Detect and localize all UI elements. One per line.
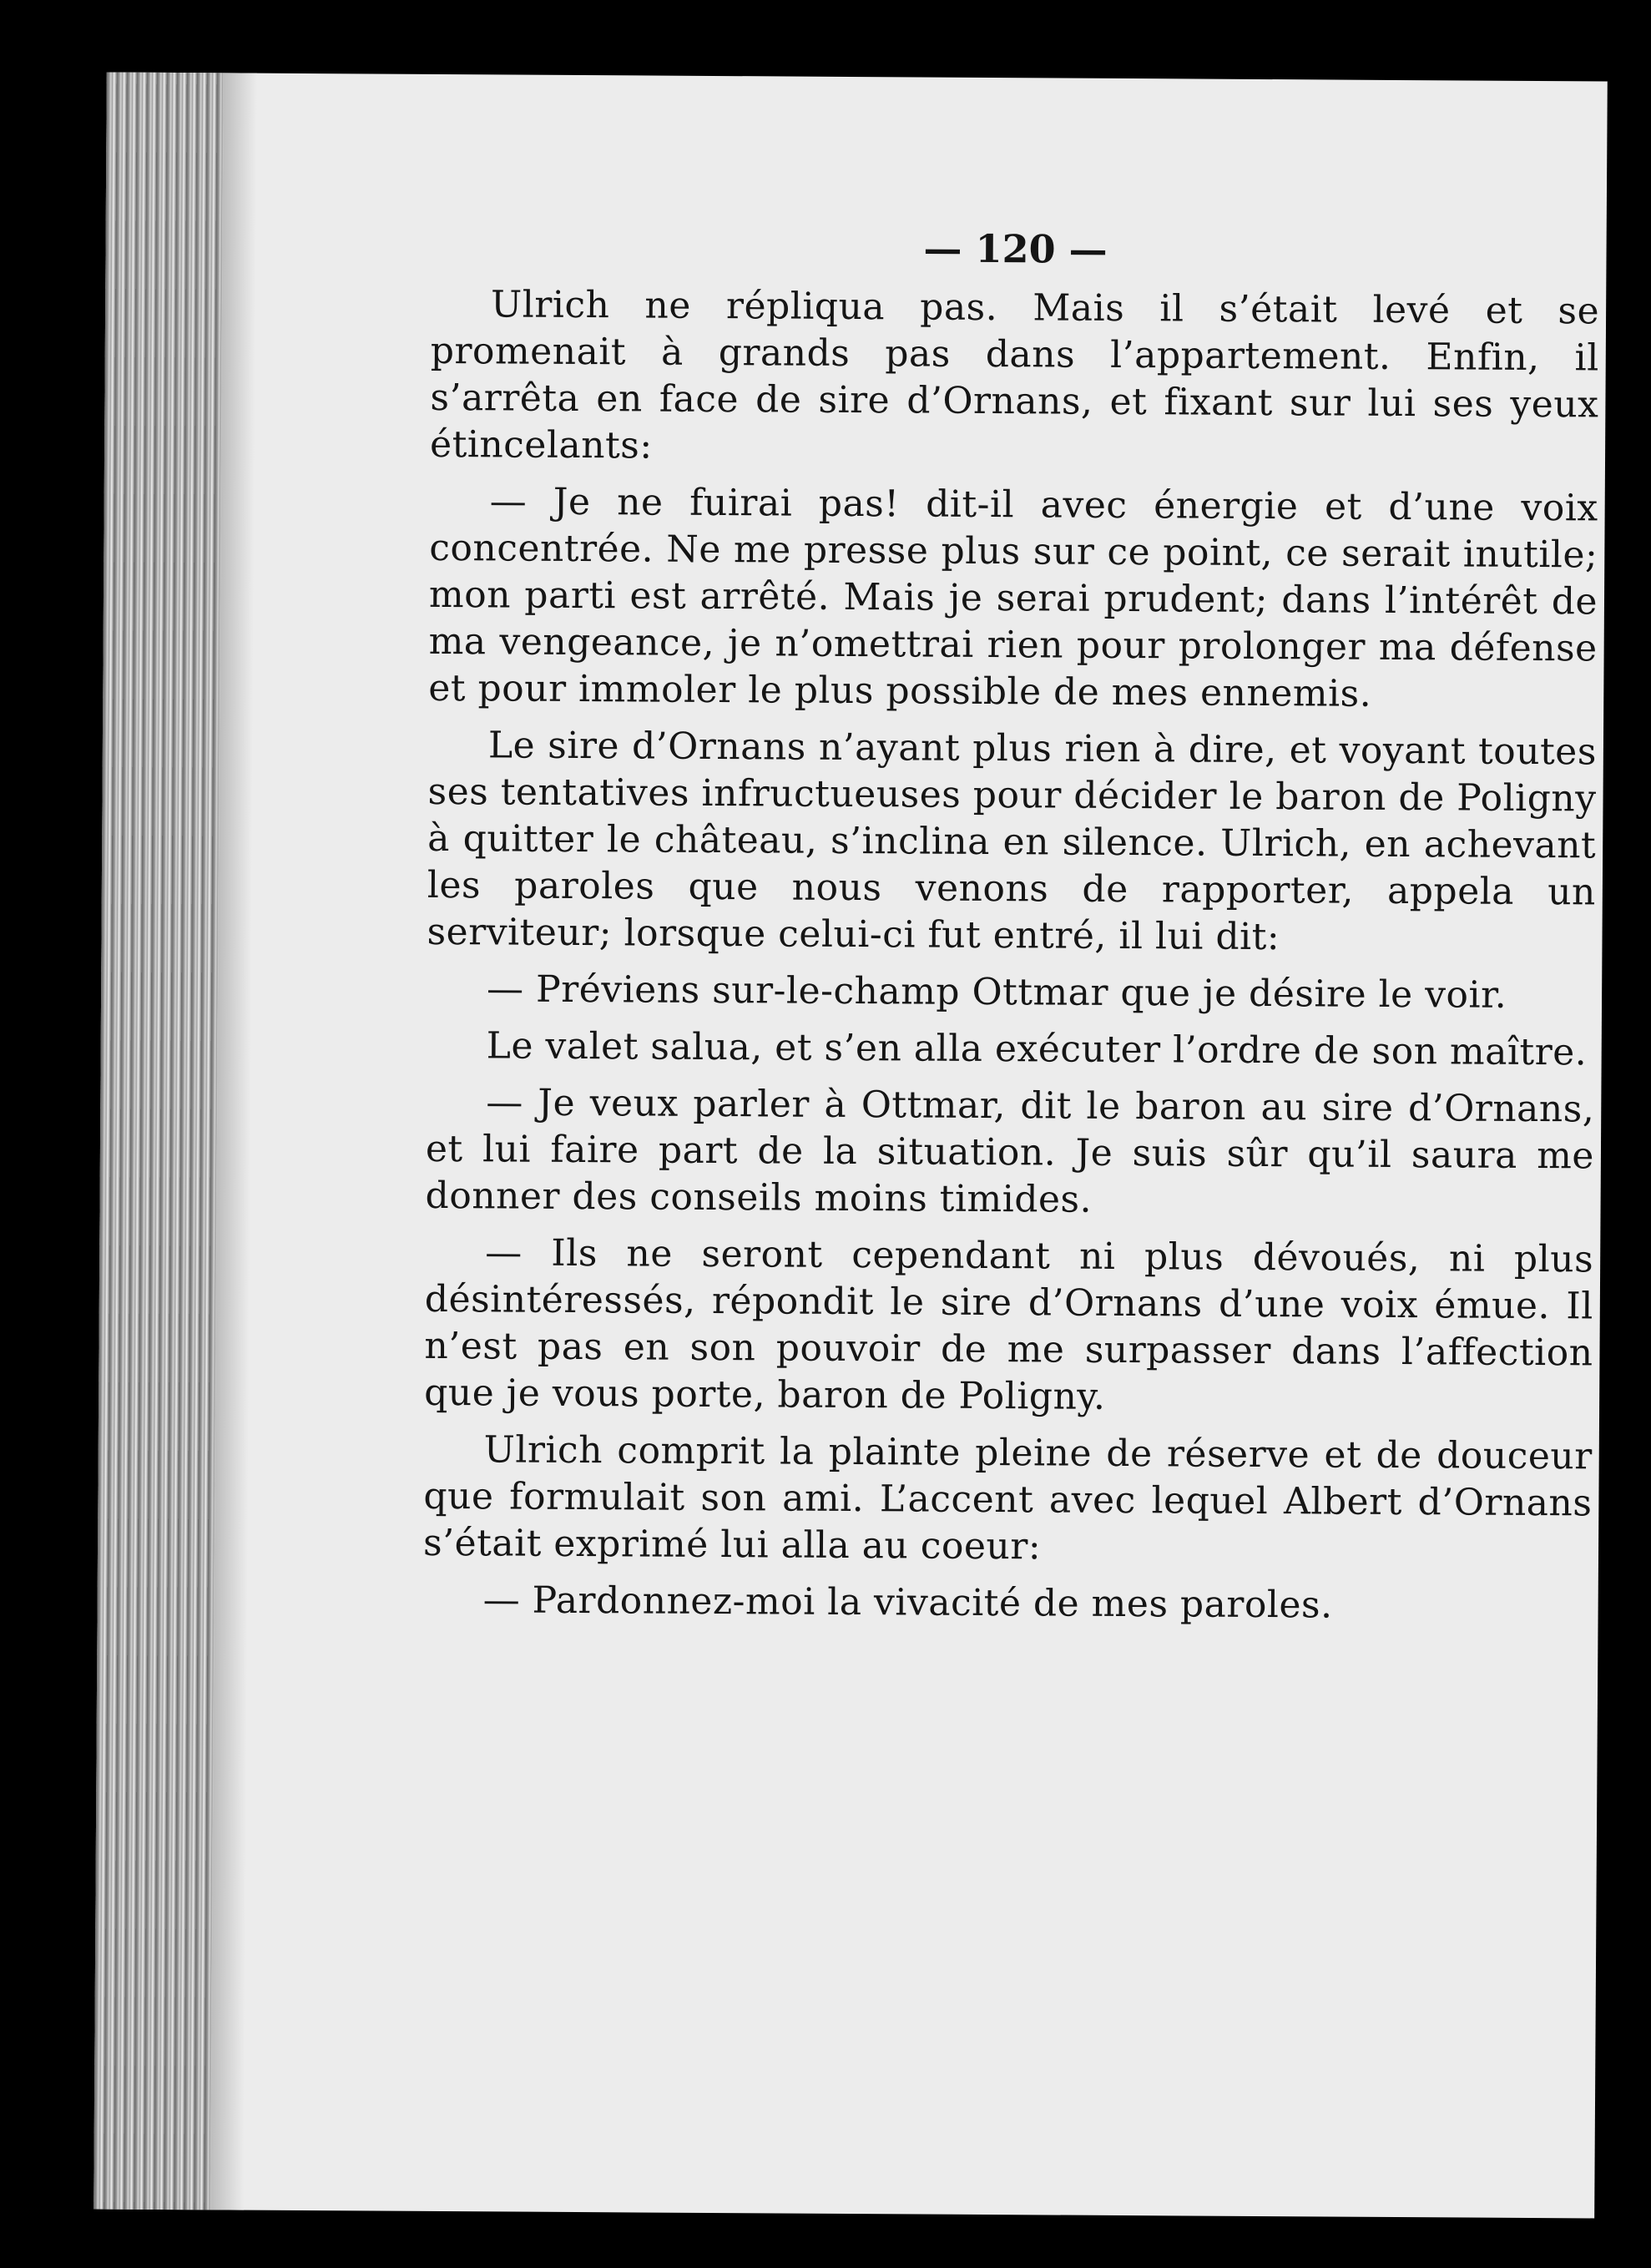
paragraph: Ulrich comprit la plainte pleine de réserve et de douceur que formulait son ami. L’accent avec lequel Albert d’Ornans s’était exprimé lui alla au coeur:: [422, 1428, 1593, 1568]
page-number: — 120 —: [923, 225, 1108, 272]
paragraph: Ulrich ne répliqua pas. Mais il s’était levé et se promenait à grands pas dans l’appartement. Enfin, il s’arrêta en face de sire d’Ornans, et fixant sur lui ses yeux étincelants:: [429, 283, 1600, 467]
page-edge: [93, 73, 224, 2210]
paragraph: — Je veux parler à Ottmar, dit le baron au sire d’Ornans, et lui faire part de la situation. Je suis sûr qu’il saura me donner des conseils moins timides.: [425, 1081, 1595, 1221]
paragraph: Le sire d’Ornans n’ayant plus rien à dire, et voyant toutes ses tentatives infructueuses pour décider le baron de Poligny à quitter le château, s’inclina en silence. Ulrich, en achevant les paroles que nous venons de rapporter, appela un serviteur; lorsque celui-ci fut entré, il lui dit:: [427, 724, 1598, 959]
book-page: [93, 73, 1608, 2219]
paragraph: — Préviens sur-le-champ Ottmar que je désire le voir.: [486, 967, 1507, 1017]
paragraph: — Je ne fuirai pas! dit-il avec énergie et d’une voix concentrée. Ne me presse plus sur ce point, ce serait inutile; mon parti est arrêté. Mais je serai prudent; dans l’intérêt de ma vengeance, je n’omettrai rien pour prolonger ma défense et pour immoler le plus possible de mes ennemis.: [428, 480, 1598, 715]
paragraph: Le valet salua, et s’en alla exécuter l’ordre de son maître.: [486, 1024, 1588, 1074]
paragraph: — Ils ne seront cependant ni plus dévoués, ni plus désintéressés, répondit le sire d’Ornans d’une voix émue. Il n’est pas en son pouvoir de me surpasser dans l’affection que je vous porte, baron de Poligny.: [424, 1231, 1594, 1418]
paragraph: — Pardonnez-moi la vivacité de mes paroles.: [482, 1579, 1333, 1627]
text-block: [422, 216, 1599, 1641]
